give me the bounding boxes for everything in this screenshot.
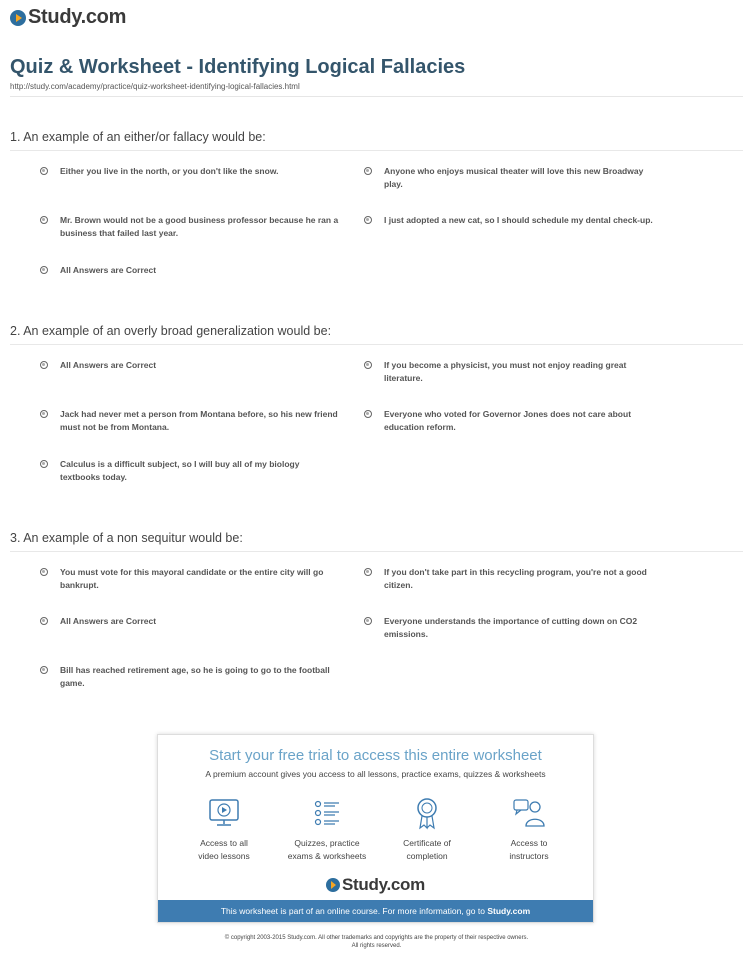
header-divider xyxy=(10,96,743,97)
radio-button-icon[interactable] xyxy=(364,568,372,576)
radio-button-icon[interactable] xyxy=(40,460,48,468)
answer-option[interactable]: All Answers are Correct xyxy=(40,264,340,277)
page-title: Quiz & Worksheet - Identifying Logical Fallacies xyxy=(10,56,466,78)
free-trial-promo[interactable] xyxy=(157,734,594,923)
answer-option[interactable]: If you don't take part in this recycling program, you're not a good citizen. xyxy=(364,566,664,592)
question-3-text: 3. An example of a non sequitur would be: xyxy=(10,531,243,545)
promo-info-bar[interactable]: This worksheet is part of an online course. For more information, go to Study.com xyxy=(158,900,593,922)
promo-title[interactable]: Start your free trial to access this entire worksheet xyxy=(209,747,542,764)
answer-option[interactable]: I just adopted a new cat, so I should schedule my dental check-up. xyxy=(364,214,664,227)
promo-logo[interactable]: Study.com xyxy=(158,875,593,895)
answer-option[interactable]: Either you live in the north, or you don't like the snow. xyxy=(40,165,340,178)
radio-button-icon[interactable] xyxy=(40,410,48,418)
radio-button-icon[interactable] xyxy=(40,216,48,224)
play-logo-icon xyxy=(10,10,26,26)
answer-option[interactable]: Jack had never met a person from Montana before, so his new friend must not be from Montana. xyxy=(40,408,340,434)
radio-button-icon[interactable] xyxy=(40,361,48,369)
feature-instructors: Access to instructors xyxy=(479,795,579,863)
video-lesson-icon xyxy=(206,795,242,831)
feature-quizzes: Quizzes, practice exams & worksheets xyxy=(277,795,377,863)
answer-option[interactable]: Bill has reached retirement age, so he is going to go to the football game. xyxy=(40,664,340,690)
radio-button-icon[interactable] xyxy=(364,410,372,418)
radio-button-icon[interactable] xyxy=(40,617,48,625)
answer-option[interactable]: Calculus is a difficult subject, so I will buy all of my biology textbooks today. xyxy=(40,458,340,484)
logo-text: Study.com xyxy=(28,6,127,28)
answer-option[interactable]: If you become a physicist, you must not enjoy reading great literature. xyxy=(364,359,664,385)
promo-subtitle: A premium account gives you access to all lessons, practice exams, quizzes & worksheets xyxy=(205,769,546,779)
play-logo-icon xyxy=(326,878,340,892)
radio-button-icon[interactable] xyxy=(40,568,48,576)
studycom-link[interactable]: Study.com xyxy=(487,906,531,916)
radio-button-icon[interactable] xyxy=(40,167,48,175)
answer-option[interactable]: All Answers are Correct xyxy=(40,615,340,628)
answer-option[interactable]: Everyone who voted for Governor Jones does not care about education reform. xyxy=(364,408,664,434)
answer-option[interactable]: All Answers are Correct xyxy=(40,359,340,372)
study-logo[interactable] xyxy=(10,6,126,29)
question-3-divider xyxy=(10,551,743,552)
answer-option[interactable]: Anyone who enjoys musical theater will love this new Broadway play. xyxy=(364,165,664,191)
question-2-divider xyxy=(10,344,743,345)
certificate-icon xyxy=(409,795,445,831)
question-2-text: 2. An example of an overly broad generalization would be: xyxy=(10,324,332,338)
copyright-footer: © copyright 2003-2015 Study.com. All other trademarks and copyrights are the property of their respective owners. All rights reserved. xyxy=(224,935,529,949)
question-1-divider xyxy=(10,150,743,151)
instructor-icon xyxy=(511,795,547,831)
radio-button-icon[interactable] xyxy=(40,266,48,274)
answer-option[interactable]: Everyone understands the importance of cutting down on CO2 emissions. xyxy=(364,615,664,641)
feature-video-lessons: Access to all video lessons xyxy=(174,795,274,863)
radio-button-icon[interactable] xyxy=(364,361,372,369)
radio-button-icon[interactable] xyxy=(364,617,372,625)
radio-button-icon[interactable] xyxy=(364,167,372,175)
list-icon xyxy=(309,795,345,831)
radio-button-icon[interactable] xyxy=(364,216,372,224)
question-1-text: 1. An example of an either/or fallacy would be: xyxy=(10,130,266,144)
feature-certificate: Certificate of completion xyxy=(377,795,477,863)
answer-option[interactable]: Mr. Brown would not be a good business professor because he ran a business that failed last year. xyxy=(40,214,340,240)
radio-button-icon[interactable] xyxy=(40,666,48,674)
page-url[interactable]: http://study.com/academy/practice/quiz-worksheet-identifying-logical-fallacies.html xyxy=(10,82,300,91)
answer-option[interactable]: You must vote for this mayoral candidate or the entire city will go bankrupt. xyxy=(40,566,340,592)
